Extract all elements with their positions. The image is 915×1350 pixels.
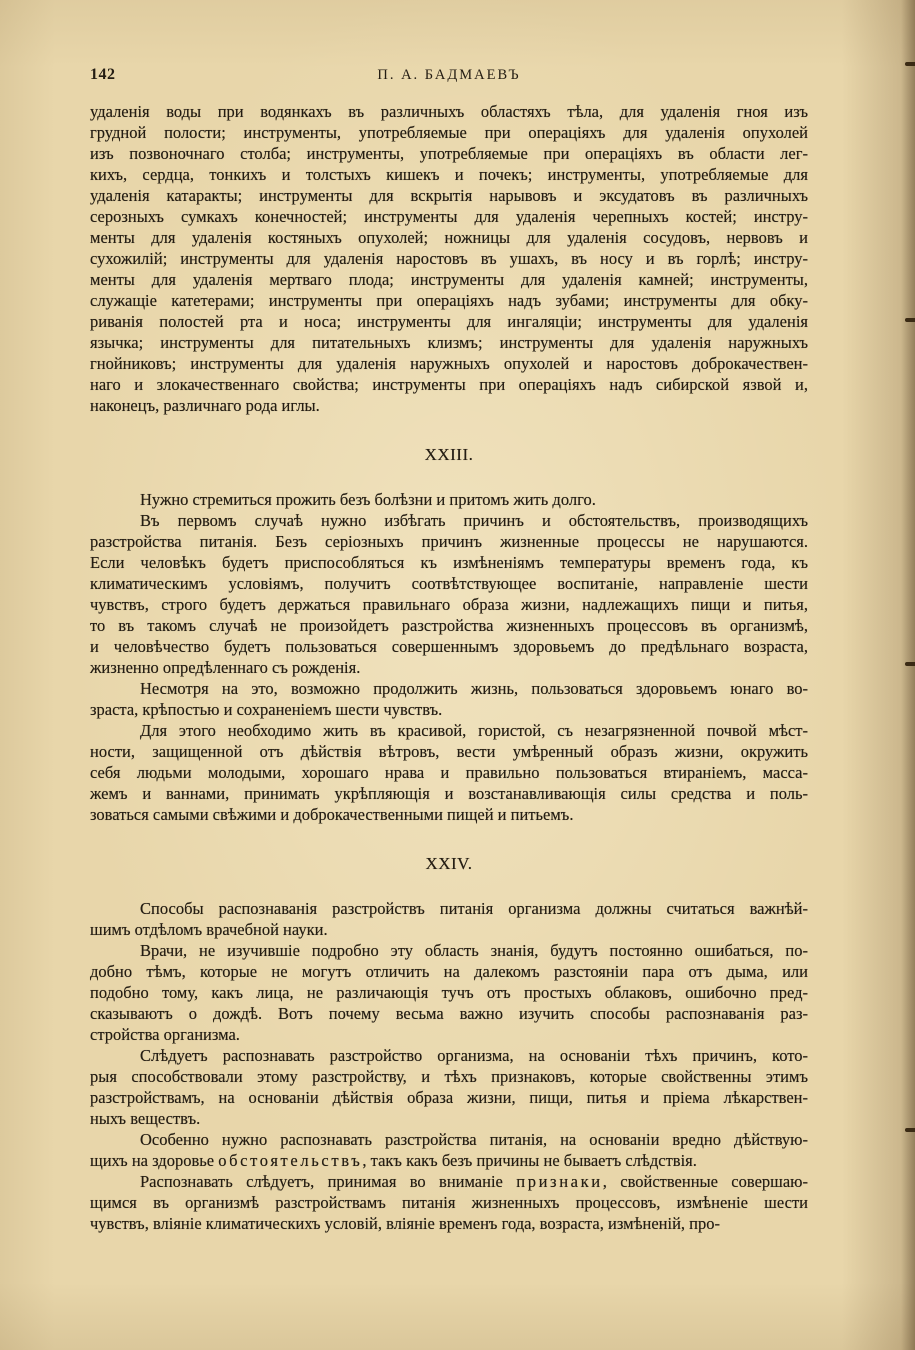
text-line: удаленія катаракты; инструменты для вскрытія нарывовъ и эксудатовъ въ различныхъ (90, 186, 808, 205)
text-line: наконецъ, различнаго рода иглы. (90, 396, 320, 415)
text-line: себя людьми молодыми, хорошаго нрава и правильно пользоваться втираніемъ, масса- (90, 763, 808, 782)
spaced-emphasis: обстоятельствъ (218, 1151, 363, 1170)
binding-mark (905, 62, 915, 66)
paragraph (90, 720, 808, 825)
text-line: зоваться самыми свѣжими и доброкачественными пищей и питьемъ. (90, 805, 574, 824)
section-heading: XXIV. (425, 854, 473, 873)
text-line (90, 1171, 808, 1192)
text-line: добно тѣмъ, которые не могутъ отличить на далекомъ разстояніи пара отъ дыма, или (90, 962, 808, 981)
text-line: жизненно опредѣленнаго съ рожденія. (90, 658, 361, 677)
binding-mark (905, 1128, 915, 1132)
paragraph (90, 678, 808, 720)
page-number: 142 (90, 66, 116, 83)
text-line: сказываютъ о дождѣ. Вотъ почему весьма важно изучить способы распознаванія раз- (90, 1004, 808, 1023)
text-line: гнойниковъ; инструменты для удаленія наружныхъ опухолей и наростовъ доброкачествен- (90, 354, 808, 373)
running-title: П. А. БАДМАЕВЪ (377, 67, 521, 83)
text-segment: Распознавать слѣдуетъ, принимая во вниманіе (140, 1172, 517, 1191)
text-line: и человѣчество будетъ пользоваться совершеннымъ здоровьемъ до предѣльнаго возраста, (90, 637, 808, 656)
paragraph (90, 940, 808, 1045)
text-line: Въ первомъ случаѣ нужно избѣгать причинъ и обстоятельствъ, производящихъ (140, 511, 808, 530)
text-line: разстройствамъ, на основаніи дѣйствія образа жизни, пищи, питья и пріема лѣкарствен- (90, 1088, 808, 1107)
text-line: чувствъ, вліяніе климатическихъ условій, вліяніе временъ года, возраста, измѣненій, про- (90, 1214, 720, 1233)
text-line: подобно тому, какъ лица, не различающія тучъ отъ простыхъ облаковъ, ошибочно пред- (90, 983, 808, 1002)
paragraph (90, 101, 808, 416)
text-line: изъ позвоночнаго столба; инструменты, употребляемые при операціяхъ въ области лег- (90, 144, 808, 163)
paragraph (90, 489, 808, 510)
text-line: сухожилій; инструменты для удаленія наростовъ въ ушахъ, въ носу и въ горлѣ; инстру- (90, 249, 808, 268)
spaced-emphasis: признаки (516, 1172, 603, 1191)
text-line: щимся въ организмѣ разстройствамъ питанія жизненныхъ процессовъ, измѣненіе шести (90, 1193, 808, 1212)
text-line: зраста, крѣпостью и сохраненіемъ шести чувствъ. (90, 700, 443, 719)
text-line: грудной полости; инструменты, употребляемые при операціяхъ для удаленія опухолей (90, 123, 808, 142)
binding-mark (905, 662, 915, 666)
text-line: стройства организма. (90, 1025, 240, 1044)
text-line: Если человѣкъ будетъ приспособляться къ измѣненіямъ температуры временъ года, къ (90, 553, 808, 572)
text-line: язычка; инструменты для питательныхъ клизмъ; инструменты для удаленія наружныхъ (90, 333, 808, 352)
text-line: чувствъ, строго будетъ держаться правильнаго образа жизни, надлежащихъ пищи и питья, (90, 595, 808, 614)
text-column (90, 101, 808, 1234)
text-line: климатическимъ условіямъ, получитъ соотвѣтствующее воспитаніе, направленіе шести (90, 574, 808, 593)
text-segment: , свойственные совершаю- (602, 1172, 808, 1191)
page-header (90, 64, 808, 86)
text-line: Особенно нужно распознавать разстройства питанія, на основаніи вредно дѣйствую- (140, 1130, 808, 1149)
text-line (90, 1150, 808, 1171)
text-line: ныхъ веществъ. (90, 1109, 201, 1128)
text-line: рыя способствовали этому разстройству, и тѣхъ признаковъ, которые свойственны этимъ (90, 1067, 808, 1086)
text-segment: щихъ на здоровье (90, 1151, 219, 1170)
text-line: служащіе катетерами; инструменты при операціяхъ надъ зубами; инструменты для обку- (90, 291, 808, 310)
text-line: кихъ, сердца, тонкихъ и толстыхъ кишекъ и почекъ; инструменты, употребляемые для (90, 165, 808, 184)
text-line: разстройства питанія. Безъ серіозныхъ причинъ жизненные процессы не нарушаются. (90, 532, 808, 551)
text-line: Несмотря на это, возможно продолжить жизнь, пользоваться здоровьемъ юнаго во- (140, 679, 808, 698)
paragraph (90, 1171, 808, 1234)
text-line: Способы распознаванія разстройствъ питанія организма должны считаться важнѣй- (140, 899, 808, 918)
text-line: удаленія воды при водянкахъ въ различныхъ областяхъ тѣла, для удаленія гноя изъ (90, 102, 808, 121)
text-line: Врачи, не изучившіе подробно эту область знанія, будутъ постоянно ошибаться, по- (140, 941, 808, 960)
text-line: ности, защищенной отъ дѣйствія вѣтровъ, вести умѣренный образъ жизни, окружить (90, 742, 808, 761)
paragraph (90, 898, 808, 940)
text-line: жемъ и ваннами, принимать укрѣпляющія и возстанавливающія силы средства и поль- (90, 784, 808, 803)
text-line: Слѣдуетъ распознавать разстройство организма, на основаніи тѣхъ причинъ, кото- (140, 1046, 808, 1065)
text-line: менты для удаленія мертваго плода; инструменты для удаленія камней; инструменты, (90, 270, 808, 289)
paragraph (90, 1129, 808, 1171)
text-line: Нужно стремиться прожить безъ болѣзни и притомъ жить долго. (140, 490, 596, 509)
paragraph (90, 1045, 808, 1129)
text-segment: , такъ какъ безъ причины не бываетъ слѣдствія. (362, 1151, 697, 1170)
section-heading: XXIII. (424, 445, 474, 464)
text-line: наго и злокачественнаго свойства; инструменты при операціяхъ надъ сибирской язвой и, (90, 375, 808, 394)
binding-mark (905, 318, 915, 322)
text-line: менты для удаленія костяныхъ опухолей; ножницы для удаленія сосудовъ, нервовъ и (90, 228, 808, 247)
text-line: Для этого необходимо жить въ красивой, гористой, съ незагрязненной почвой мѣст- (140, 721, 808, 740)
paragraph (90, 510, 808, 678)
page-edge-shadow (901, 0, 915, 1350)
text-line: то въ такомъ случаѣ не произойдетъ разстройства жизненныхъ процессовъ въ организмѣ, (90, 616, 808, 635)
text-line: шимъ отдѣломъ врачебной науки. (90, 920, 328, 939)
text-line: риванія полостей рта и носа; инструменты для ингаляціи; инструменты для удаленія (90, 312, 808, 331)
text-line: серозныхъ сумкахъ конечностей; инструменты для удаленія черепныхъ костей; инстру- (90, 207, 808, 226)
